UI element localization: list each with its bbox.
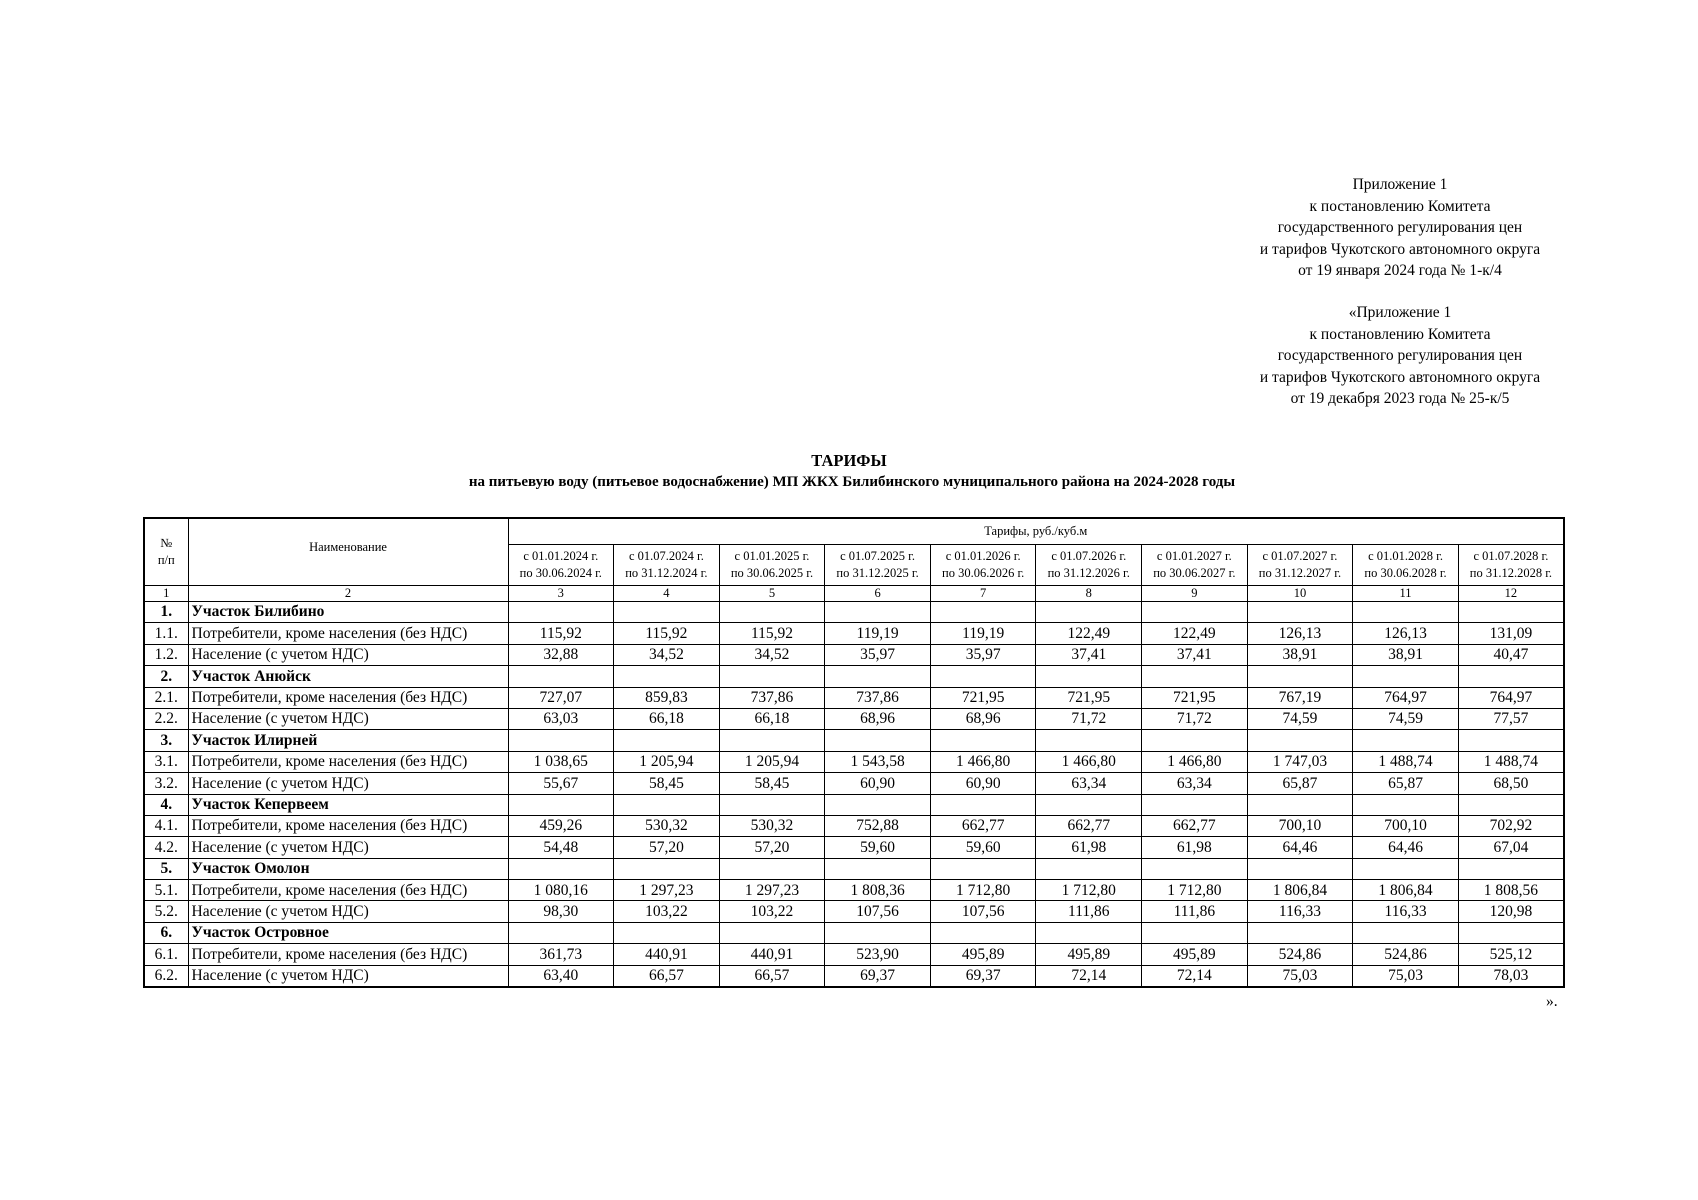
empty-cell bbox=[1353, 922, 1459, 943]
period-start: с 01.01.2028 г. bbox=[1368, 549, 1443, 563]
section-number: 6. bbox=[144, 922, 188, 943]
tariff-value-cell: 35,97 bbox=[930, 644, 1036, 665]
period-end: по 30.06.2027 г. bbox=[1153, 566, 1236, 580]
header-period-cell bbox=[1036, 545, 1142, 586]
row-name: Население (с учетом НДС) bbox=[188, 901, 508, 922]
tariff-value-cell: 662,77 bbox=[1142, 815, 1248, 836]
tariff-value-cell: 66,57 bbox=[614, 965, 720, 987]
tariff-value-cell: 440,91 bbox=[719, 944, 825, 965]
period-start: с 01.07.2026 г. bbox=[1051, 549, 1127, 563]
period-start: с 01.07.2024 г. bbox=[628, 549, 704, 563]
row-number: 2.2. bbox=[144, 708, 188, 729]
tariff-value-cell: 752,88 bbox=[825, 815, 931, 836]
period-end: по 31.12.2024 г. bbox=[625, 566, 708, 580]
empty-cell bbox=[719, 602, 825, 623]
tariff-value-cell: 74,59 bbox=[1353, 708, 1459, 729]
tariff-value-cell: 495,89 bbox=[930, 944, 1036, 965]
header-num-cell bbox=[144, 518, 188, 586]
tariff-value-cell: 64,46 bbox=[1247, 837, 1353, 858]
section-row bbox=[144, 602, 1564, 623]
tariff-value-cell: 98,30 bbox=[508, 901, 614, 922]
document-subtitle: на питьевую воду (питьевое водоснабжение) МП ЖКХ Билибинского муниципального района на 2024-2028 годы bbox=[468, 474, 1236, 490]
column-number-cell: 8 bbox=[1036, 586, 1142, 602]
empty-cell bbox=[1142, 922, 1248, 943]
empty-cell bbox=[1247, 730, 1353, 751]
tariff-value-cell: 63,34 bbox=[1036, 773, 1142, 794]
table-row bbox=[144, 880, 1564, 901]
row-number: 6.2. bbox=[144, 965, 188, 987]
period-start: с 01.07.2028 г. bbox=[1473, 549, 1549, 563]
empty-cell bbox=[508, 858, 614, 879]
empty-cell bbox=[1036, 922, 1142, 943]
tariff-value-cell: 57,20 bbox=[614, 837, 720, 858]
tariff-value-cell: 61,98 bbox=[1036, 837, 1142, 858]
tariff-value-cell: 126,13 bbox=[1353, 623, 1459, 644]
tariff-value-cell: 63,03 bbox=[508, 708, 614, 729]
tariff-value-cell: 65,87 bbox=[1247, 773, 1353, 794]
header-period-cell bbox=[1247, 545, 1353, 586]
period-end: по 31.12.2025 г. bbox=[836, 566, 919, 580]
annex-line: и тарифов Чукотского автономного округа bbox=[1259, 240, 1541, 258]
row-number: 3.2. bbox=[144, 773, 188, 794]
tariff-value-cell: 111,86 bbox=[1036, 901, 1142, 922]
empty-cell bbox=[1036, 858, 1142, 879]
empty-cell bbox=[1142, 858, 1248, 879]
tariff-value-cell: 107,56 bbox=[825, 901, 931, 922]
empty-cell bbox=[614, 794, 720, 815]
column-number-cell: 5 bbox=[719, 586, 825, 602]
tariff-value-cell: 737,86 bbox=[825, 687, 931, 708]
empty-cell bbox=[1247, 858, 1353, 879]
column-number-cell: 4 bbox=[614, 586, 720, 602]
tariff-value-cell: 1 712,80 bbox=[1036, 880, 1142, 901]
table-row bbox=[144, 708, 1564, 729]
empty-cell bbox=[1142, 666, 1248, 687]
tariff-value-cell: 72,14 bbox=[1036, 965, 1142, 987]
empty-cell bbox=[614, 730, 720, 751]
tariff-value-cell: 55,67 bbox=[508, 773, 614, 794]
table-row bbox=[144, 944, 1564, 965]
row-name: Потребители, кроме населения (без НДС) bbox=[188, 880, 508, 901]
empty-cell bbox=[614, 922, 720, 943]
tariff-value-cell: 65,87 bbox=[1353, 773, 1459, 794]
section-row bbox=[144, 730, 1564, 751]
annex-line: от 19 декабря 2023 года № 25-к/5 bbox=[1290, 390, 1510, 407]
header-period-cell bbox=[1458, 545, 1564, 586]
tariff-value-cell: 1 808,56 bbox=[1458, 880, 1564, 901]
tariff-value-cell: 495,89 bbox=[1142, 944, 1248, 965]
tariff-value-cell: 1 205,94 bbox=[614, 751, 720, 772]
column-number-cell: 6 bbox=[825, 586, 931, 602]
empty-cell bbox=[930, 922, 1036, 943]
empty-cell bbox=[1353, 858, 1459, 879]
empty-cell bbox=[825, 922, 931, 943]
tariff-value-cell: 1 747,03 bbox=[1247, 751, 1353, 772]
section-number: 3. bbox=[144, 730, 188, 751]
tariff-value-cell: 71,72 bbox=[1142, 708, 1248, 729]
table-row bbox=[144, 687, 1564, 708]
tariff-value-cell: 1 038,65 bbox=[508, 751, 614, 772]
tariff-value-cell: 530,32 bbox=[719, 815, 825, 836]
tariff-value-cell: 700,10 bbox=[1353, 815, 1459, 836]
annex-line: государственного регулирования цен bbox=[1277, 347, 1523, 364]
period-end: по 30.06.2026 г. bbox=[942, 566, 1025, 580]
section-title: Участок Анюйск bbox=[188, 666, 508, 687]
empty-cell bbox=[719, 666, 825, 687]
section-row bbox=[144, 794, 1564, 815]
tariff-value-cell: 1 297,23 bbox=[614, 880, 720, 901]
tariff-value-cell: 530,32 bbox=[614, 815, 720, 836]
row-number: 5.2. bbox=[144, 901, 188, 922]
tariff-value-cell: 68,96 bbox=[930, 708, 1036, 729]
tariff-value-cell: 63,34 bbox=[1142, 773, 1248, 794]
tariff-value-cell: 115,92 bbox=[508, 623, 614, 644]
tariff-value-cell: 721,95 bbox=[1036, 687, 1142, 708]
tariff-value-cell: 525,12 bbox=[1458, 944, 1564, 965]
tariff-value-cell: 38,91 bbox=[1353, 644, 1459, 665]
section-title: Участок Островное bbox=[188, 922, 508, 943]
tariff-value-cell: 68,96 bbox=[825, 708, 931, 729]
tariff-value-cell: 1 712,80 bbox=[930, 880, 1036, 901]
row-number: 4.1. bbox=[144, 815, 188, 836]
empty-cell bbox=[1458, 666, 1564, 687]
column-number-cell: 11 bbox=[1353, 586, 1459, 602]
tariff-value-cell: 662,77 bbox=[1036, 815, 1142, 836]
tariff-value-cell: 67,04 bbox=[1458, 837, 1564, 858]
tariff-value-cell: 721,95 bbox=[1142, 687, 1248, 708]
tariff-value-cell: 1 466,80 bbox=[1142, 751, 1248, 772]
tariff-value-cell: 721,95 bbox=[930, 687, 1036, 708]
tariff-value-cell: 71,72 bbox=[1036, 708, 1142, 729]
tariff-value-cell: 64,46 bbox=[1353, 837, 1459, 858]
row-number: 1.2. bbox=[144, 644, 188, 665]
tariff-value-cell: 524,86 bbox=[1247, 944, 1353, 965]
tariff-value-cell: 74,59 bbox=[1247, 708, 1353, 729]
header-name-cell: Наименование bbox=[188, 518, 508, 586]
tariff-value-cell: 75,03 bbox=[1353, 965, 1459, 987]
column-numbers-row bbox=[144, 586, 1564, 602]
tariff-value-cell: 40,47 bbox=[1458, 644, 1564, 665]
tariff-value-cell: 69,37 bbox=[825, 965, 931, 987]
period-end: по 30.06.2024 г. bbox=[519, 566, 602, 580]
empty-cell bbox=[614, 858, 720, 879]
tariff-value-cell: 116,33 bbox=[1247, 901, 1353, 922]
empty-cell bbox=[719, 858, 825, 879]
section-title: Участок Илирней bbox=[188, 730, 508, 751]
tariff-value-cell: 59,60 bbox=[825, 837, 931, 858]
header-period-cell bbox=[614, 545, 720, 586]
empty-cell bbox=[1353, 602, 1459, 623]
period-start: с 01.07.2025 г. bbox=[840, 549, 916, 563]
tariff-value-cell: 58,45 bbox=[719, 773, 825, 794]
period-start: с 01.01.2027 г. bbox=[1156, 549, 1232, 563]
tariff-value-cell: 66,57 bbox=[719, 965, 825, 987]
row-name: Потребители, кроме населения (без НДС) bbox=[188, 751, 508, 772]
header-num-label: № bbox=[160, 536, 173, 550]
annex-header-previous bbox=[1240, 302, 1560, 410]
empty-cell bbox=[825, 858, 931, 879]
tariff-value-cell: 126,13 bbox=[1247, 623, 1353, 644]
annex-line: от 19 января 2024 года № 1-к/4 bbox=[1298, 262, 1502, 279]
tariff-value-cell: 1 205,94 bbox=[719, 751, 825, 772]
period-start: с 01.07.2027 г. bbox=[1262, 549, 1338, 563]
tariff-value-cell: 1 543,58 bbox=[825, 751, 931, 772]
annex-line: «Приложение 1 bbox=[1348, 304, 1452, 321]
tariff-value-cell: 32,88 bbox=[508, 644, 614, 665]
tariff-value-cell: 60,90 bbox=[930, 773, 1036, 794]
tariff-value-cell: 72,14 bbox=[1142, 965, 1248, 987]
tariff-value-cell: 1 712,80 bbox=[1142, 880, 1248, 901]
tariff-value-cell: 119,19 bbox=[930, 623, 1036, 644]
row-number: 6.1. bbox=[144, 944, 188, 965]
tariff-value-cell: 122,49 bbox=[1142, 623, 1248, 644]
tariff-value-cell: 111,86 bbox=[1142, 901, 1248, 922]
row-number: 3.1. bbox=[144, 751, 188, 772]
annex-line: Приложение 1 bbox=[1352, 176, 1448, 193]
period-start: с 01.01.2024 г. bbox=[523, 549, 599, 563]
header-period-cell bbox=[508, 545, 614, 586]
header-row bbox=[144, 518, 1564, 545]
table-row bbox=[144, 623, 1564, 644]
tariff-value-cell: 440,91 bbox=[614, 944, 720, 965]
row-name: Население (с учетом НДС) bbox=[188, 965, 508, 987]
tariff-value-cell: 75,03 bbox=[1247, 965, 1353, 987]
empty-cell bbox=[1353, 730, 1459, 751]
tariff-value-cell: 1 806,84 bbox=[1353, 880, 1459, 901]
document-title: ТАРИФЫ bbox=[811, 451, 887, 470]
section-title: Участок Омолон bbox=[188, 858, 508, 879]
empty-cell bbox=[1458, 730, 1564, 751]
header-tariffs-cell: Тарифы, руб./куб.м bbox=[508, 518, 1564, 545]
column-number-cell: 3 bbox=[508, 586, 614, 602]
tariff-value-cell: 59,60 bbox=[930, 837, 1036, 858]
empty-cell bbox=[930, 666, 1036, 687]
empty-cell bbox=[930, 858, 1036, 879]
tariff-value-cell: 61,98 bbox=[1142, 837, 1248, 858]
empty-cell bbox=[1247, 794, 1353, 815]
period-start: с 01.01.2025 г. bbox=[734, 549, 810, 563]
table-row bbox=[144, 965, 1564, 987]
empty-cell bbox=[719, 922, 825, 943]
tariff-value-cell: 737,86 bbox=[719, 687, 825, 708]
tariff-value-cell: 1 488,74 bbox=[1458, 751, 1564, 772]
empty-cell bbox=[1247, 602, 1353, 623]
period-end: по 31.12.2026 г. bbox=[1047, 566, 1130, 580]
period-start: с 01.01.2026 г. bbox=[945, 549, 1021, 563]
tariff-value-cell: 57,20 bbox=[719, 837, 825, 858]
row-name: Потребители, кроме населения (без НДС) bbox=[188, 815, 508, 836]
annex-header-current bbox=[1240, 174, 1560, 282]
header-period-cell bbox=[825, 545, 931, 586]
tariff-value-cell: 459,26 bbox=[508, 815, 614, 836]
empty-cell bbox=[614, 602, 720, 623]
tariff-value-cell: 1 466,80 bbox=[930, 751, 1036, 772]
tariff-value-cell: 764,97 bbox=[1458, 687, 1564, 708]
tariff-value-cell: 115,92 bbox=[719, 623, 825, 644]
empty-cell bbox=[508, 730, 614, 751]
section-row bbox=[144, 858, 1564, 879]
empty-cell bbox=[614, 666, 720, 687]
empty-cell bbox=[508, 602, 614, 623]
section-number: 5. bbox=[144, 858, 188, 879]
tariff-value-cell: 767,19 bbox=[1247, 687, 1353, 708]
tariff-value-cell: 38,91 bbox=[1247, 644, 1353, 665]
column-number-cell: 1 bbox=[144, 586, 188, 602]
empty-cell bbox=[1458, 794, 1564, 815]
tariff-value-cell: 702,92 bbox=[1458, 815, 1564, 836]
tariff-value-cell: 361,73 bbox=[508, 944, 614, 965]
row-number: 5.1. bbox=[144, 880, 188, 901]
empty-cell bbox=[1247, 666, 1353, 687]
section-number: 4. bbox=[144, 794, 188, 815]
tariff-value-cell: 120,98 bbox=[1458, 901, 1564, 922]
tariff-value-cell: 63,40 bbox=[508, 965, 614, 987]
header-num-label: п/п bbox=[157, 553, 175, 567]
tariff-value-cell: 1 806,84 bbox=[1247, 880, 1353, 901]
empty-cell bbox=[508, 666, 614, 687]
annex-line: государственного регулирования цен bbox=[1277, 219, 1523, 236]
tariff-value-cell: 58,45 bbox=[614, 773, 720, 794]
empty-cell bbox=[1142, 730, 1248, 751]
tariff-value-cell: 495,89 bbox=[1036, 944, 1142, 965]
tariff-value-cell: 700,10 bbox=[1247, 815, 1353, 836]
tariff-value-cell: 68,50 bbox=[1458, 773, 1564, 794]
tariff-value-cell: 119,19 bbox=[825, 623, 931, 644]
tariff-value-cell: 66,18 bbox=[614, 708, 720, 729]
period-end: по 31.12.2028 г. bbox=[1469, 566, 1553, 580]
tariff-value-cell: 54,48 bbox=[508, 837, 614, 858]
tariff-value-cell: 107,56 bbox=[930, 901, 1036, 922]
row-name: Потребители, кроме населения (без НДС) bbox=[188, 944, 508, 965]
row-name: Население (с учетом НДС) bbox=[188, 708, 508, 729]
empty-cell bbox=[719, 730, 825, 751]
tariff-value-cell: 727,07 bbox=[508, 687, 614, 708]
tariff-value-cell: 1 080,16 bbox=[508, 880, 614, 901]
empty-cell bbox=[1353, 794, 1459, 815]
annex-line: к постановлению Комитета bbox=[1309, 325, 1491, 343]
header-period-cell bbox=[1142, 545, 1248, 586]
tariff-value-cell: 662,77 bbox=[930, 815, 1036, 836]
header-period-cell bbox=[930, 545, 1036, 586]
period-end: по 30.06.2025 г. bbox=[730, 566, 814, 580]
tariff-value-cell: 66,18 bbox=[719, 708, 825, 729]
empty-cell bbox=[1036, 794, 1142, 815]
tariff-value-cell: 103,22 bbox=[719, 901, 825, 922]
row-name: Население (с учетом НДС) bbox=[188, 644, 508, 665]
section-title: Участок Кепервеем bbox=[188, 794, 508, 815]
column-number-cell: 10 bbox=[1247, 586, 1353, 602]
tariff-value-cell: 1 297,23 bbox=[719, 880, 825, 901]
tariff-value-cell: 122,49 bbox=[1036, 623, 1142, 644]
table-row bbox=[144, 837, 1564, 858]
tariff-value-cell: 524,86 bbox=[1353, 944, 1459, 965]
tariff-value-cell: 60,90 bbox=[825, 773, 931, 794]
row-name: Население (с учетом НДС) bbox=[188, 837, 508, 858]
empty-cell bbox=[825, 666, 931, 687]
empty-cell bbox=[1458, 922, 1564, 943]
table-row bbox=[144, 644, 1564, 665]
tariff-value-cell: 1 808,36 bbox=[825, 880, 931, 901]
row-name: Потребители, кроме населения (без НДС) bbox=[188, 623, 508, 644]
tariff-value-cell: 1 466,80 bbox=[1036, 751, 1142, 772]
empty-cell bbox=[508, 794, 614, 815]
tariff-value-cell: 35,97 bbox=[825, 644, 931, 665]
row-name: Население (с учетом НДС) bbox=[188, 773, 508, 794]
empty-cell bbox=[1353, 666, 1459, 687]
empty-cell bbox=[1247, 922, 1353, 943]
empty-cell bbox=[1036, 730, 1142, 751]
tariff-value-cell: 115,92 bbox=[614, 623, 720, 644]
tariff-value-cell: 37,41 bbox=[1142, 644, 1248, 665]
empty-cell bbox=[1458, 858, 1564, 879]
empty-cell bbox=[825, 794, 931, 815]
empty-cell bbox=[1036, 666, 1142, 687]
table-row bbox=[144, 901, 1564, 922]
empty-cell bbox=[1036, 602, 1142, 623]
section-number: 1. bbox=[144, 602, 188, 623]
table-row bbox=[144, 751, 1564, 772]
row-number: 4.2. bbox=[144, 837, 188, 858]
header-period-cell bbox=[1353, 545, 1459, 586]
column-number-cell: 9 bbox=[1142, 586, 1248, 602]
section-title: Участок Билибино bbox=[188, 602, 508, 623]
column-number-cell: 7 bbox=[930, 586, 1036, 602]
row-number: 1.1. bbox=[144, 623, 188, 644]
empty-cell bbox=[930, 794, 1036, 815]
tariff-value-cell: 34,52 bbox=[614, 644, 720, 665]
empty-cell bbox=[825, 730, 931, 751]
tariff-value-cell: 34,52 bbox=[719, 644, 825, 665]
tariff-value-cell: 1 488,74 bbox=[1353, 751, 1459, 772]
empty-cell bbox=[1142, 602, 1248, 623]
tariff-value-cell: 131,09 bbox=[1458, 623, 1564, 644]
column-number-cell: 2 bbox=[188, 586, 508, 602]
row-name: Потребители, кроме населения (без НДС) bbox=[188, 687, 508, 708]
table-row bbox=[144, 773, 1564, 794]
tariff-value-cell: 116,33 bbox=[1353, 901, 1459, 922]
period-end: по 30.06.2028 г. bbox=[1364, 566, 1447, 580]
empty-cell bbox=[508, 922, 614, 943]
tariff-value-cell: 859,83 bbox=[614, 687, 720, 708]
row-number: 2.1. bbox=[144, 687, 188, 708]
table-row bbox=[144, 815, 1564, 836]
empty-cell bbox=[825, 602, 931, 623]
empty-cell bbox=[930, 730, 1036, 751]
tariff-value-cell: 764,97 bbox=[1353, 687, 1459, 708]
empty-cell bbox=[930, 602, 1036, 623]
closing-quote-mark: ». bbox=[1546, 993, 1558, 1010]
header-period-cell bbox=[719, 545, 825, 586]
tariff-value-cell: 77,57 bbox=[1458, 708, 1564, 729]
annex-line: и тарифов Чукотского автономного округа bbox=[1259, 368, 1541, 386]
annex-line: к постановлению Комитета bbox=[1309, 197, 1491, 215]
empty-cell bbox=[1142, 794, 1248, 815]
period-end: по 31.12.2027 г. bbox=[1258, 566, 1342, 580]
tariff-value-cell: 523,90 bbox=[825, 944, 931, 965]
section-row bbox=[144, 666, 1564, 687]
column-number-cell: 12 bbox=[1458, 586, 1564, 602]
empty-cell bbox=[719, 794, 825, 815]
tariff-value-cell: 37,41 bbox=[1036, 644, 1142, 665]
tariff-value-cell: 69,37 bbox=[930, 965, 1036, 987]
section-row bbox=[144, 922, 1564, 943]
empty-cell bbox=[1458, 602, 1564, 623]
tariff-table bbox=[143, 517, 1565, 988]
tariff-value-cell: 78,03 bbox=[1458, 965, 1564, 987]
section-number: 2. bbox=[144, 666, 188, 687]
tariff-value-cell: 103,22 bbox=[614, 901, 720, 922]
